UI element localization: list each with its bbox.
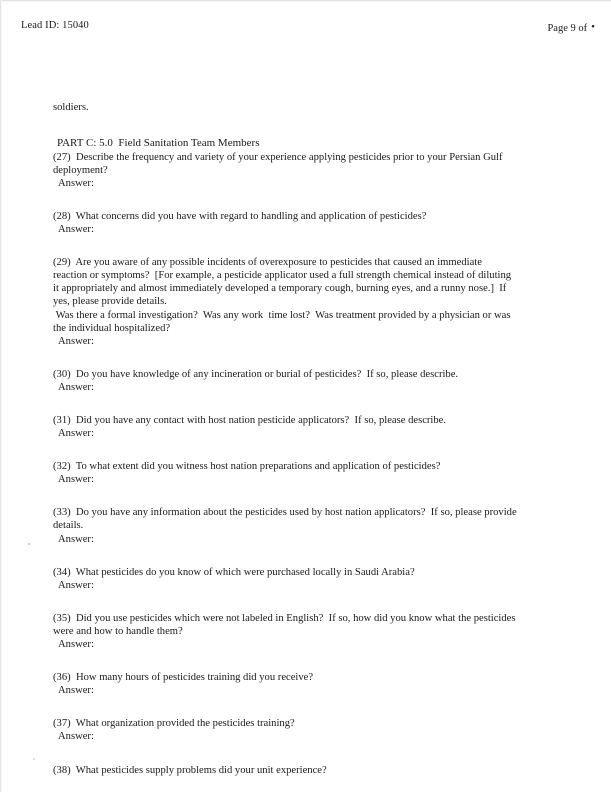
question-text-32: (32) To what extent did you witness host nation preparations and application of pesticides?: [53, 461, 441, 473]
question-text-34: (34) What pesticides do you know of which were purchased locally in Saudi Arabia?: [53, 566, 415, 578]
question-text-36: (36) How many hours of pesticides training did you receive?: [53, 672, 314, 684]
question-text-28: (28) What concerns did you have with regard to handling and application of pesticides?: [53, 210, 427, 222]
question-block-29: [53, 256, 518, 348]
question-block-28: [53, 210, 518, 236]
answer-field-31[interactable]: Answer:: [58, 428, 94, 440]
question-block-37: [53, 717, 518, 743]
answer-field-37[interactable]: Answer:: [58, 731, 94, 743]
question-block-33: [53, 506, 518, 545]
scan-edge-top: [0, 0, 611, 2]
question-block-35: [53, 612, 518, 651]
answer-field-30[interactable]: Answer:: [58, 381, 94, 393]
question-text-30: (30) Do you have knowledge of any incineration or burial of pesticides? If so, please describe.: [53, 368, 459, 380]
question-text-37: (37) What organization provided the pesticides training?: [53, 718, 295, 730]
page-number-label: Page 9 of: [547, 23, 588, 34]
question-block-30: [53, 368, 518, 394]
answer-field-32[interactable]: Answer:: [58, 474, 94, 486]
answer-field-28[interactable]: Answer:: [58, 224, 94, 236]
scan-speck: [28, 543, 30, 545]
page-total-mark: •: [591, 21, 595, 33]
question-block-31: [53, 414, 518, 440]
question-followup-29: Was there a formal investigation? Was any work time lost? Was treatment provided by a physician or was the individual hospitalized?: [53, 309, 514, 334]
question-text-33: (33) Do you have any information about the pesticides used by host nation applicators? If so, please provide details.: [53, 507, 520, 532]
answer-field-35[interactable]: Answer:: [58, 639, 94, 651]
question-text-35: (35) Did you use pesticides which were not labeled in English? If so, how did you know what the pesticides were and how to handle them?: [53, 612, 519, 637]
question-block-27: [53, 137, 518, 190]
document-body: [53, 101, 518, 777]
answer-field-34[interactable]: Answer:: [58, 579, 94, 591]
answer-field-33[interactable]: Answer:: [58, 533, 94, 545]
question-block-32: [53, 460, 518, 486]
question-block-34: [53, 566, 518, 592]
continued-text-block: [53, 101, 518, 114]
question-text-31: (31) Did you have any contact with host nation pesticide applicators? If so, please describe.: [53, 415, 447, 426]
answer-field-27[interactable]: Answer:: [58, 177, 94, 189]
page-header: [0, 20, 611, 36]
question-text-38: (38) What pesticides supply problems did your unit experience?: [53, 764, 327, 776]
question-text-29: (29) Are you aware of any possible incidents of overexposure to pesticides that caused an immediate reaction or symptoms? [For example, a pesticide applicator used a full strength chemical instead of diluting it appropriately and almost immediately developed a temporary cough, burning eyes, and a runny nose.] If yes, please provide details.: [53, 257, 514, 308]
answer-field-29[interactable]: Answer:: [58, 335, 94, 347]
part-c-heading: PART C: 5.0 Field Sanitation Team Members: [57, 137, 260, 150]
lead-id-label: Lead ID: 15040: [21, 20, 89, 31]
question-text-27: (27) Describe the frequency and variety of your experience applying pesticides prior to your Persian Gulf deployment?: [53, 151, 506, 176]
continued-text: soldiers.: [53, 102, 89, 113]
answer-field-36[interactable]: Answer:: [58, 685, 94, 697]
page-number: [547, 22, 595, 34]
question-block-38: [53, 764, 518, 777]
scan-speck: [33, 758, 35, 760]
scan-edge-left: [0, 0, 2, 792]
question-block-36: [53, 671, 518, 697]
